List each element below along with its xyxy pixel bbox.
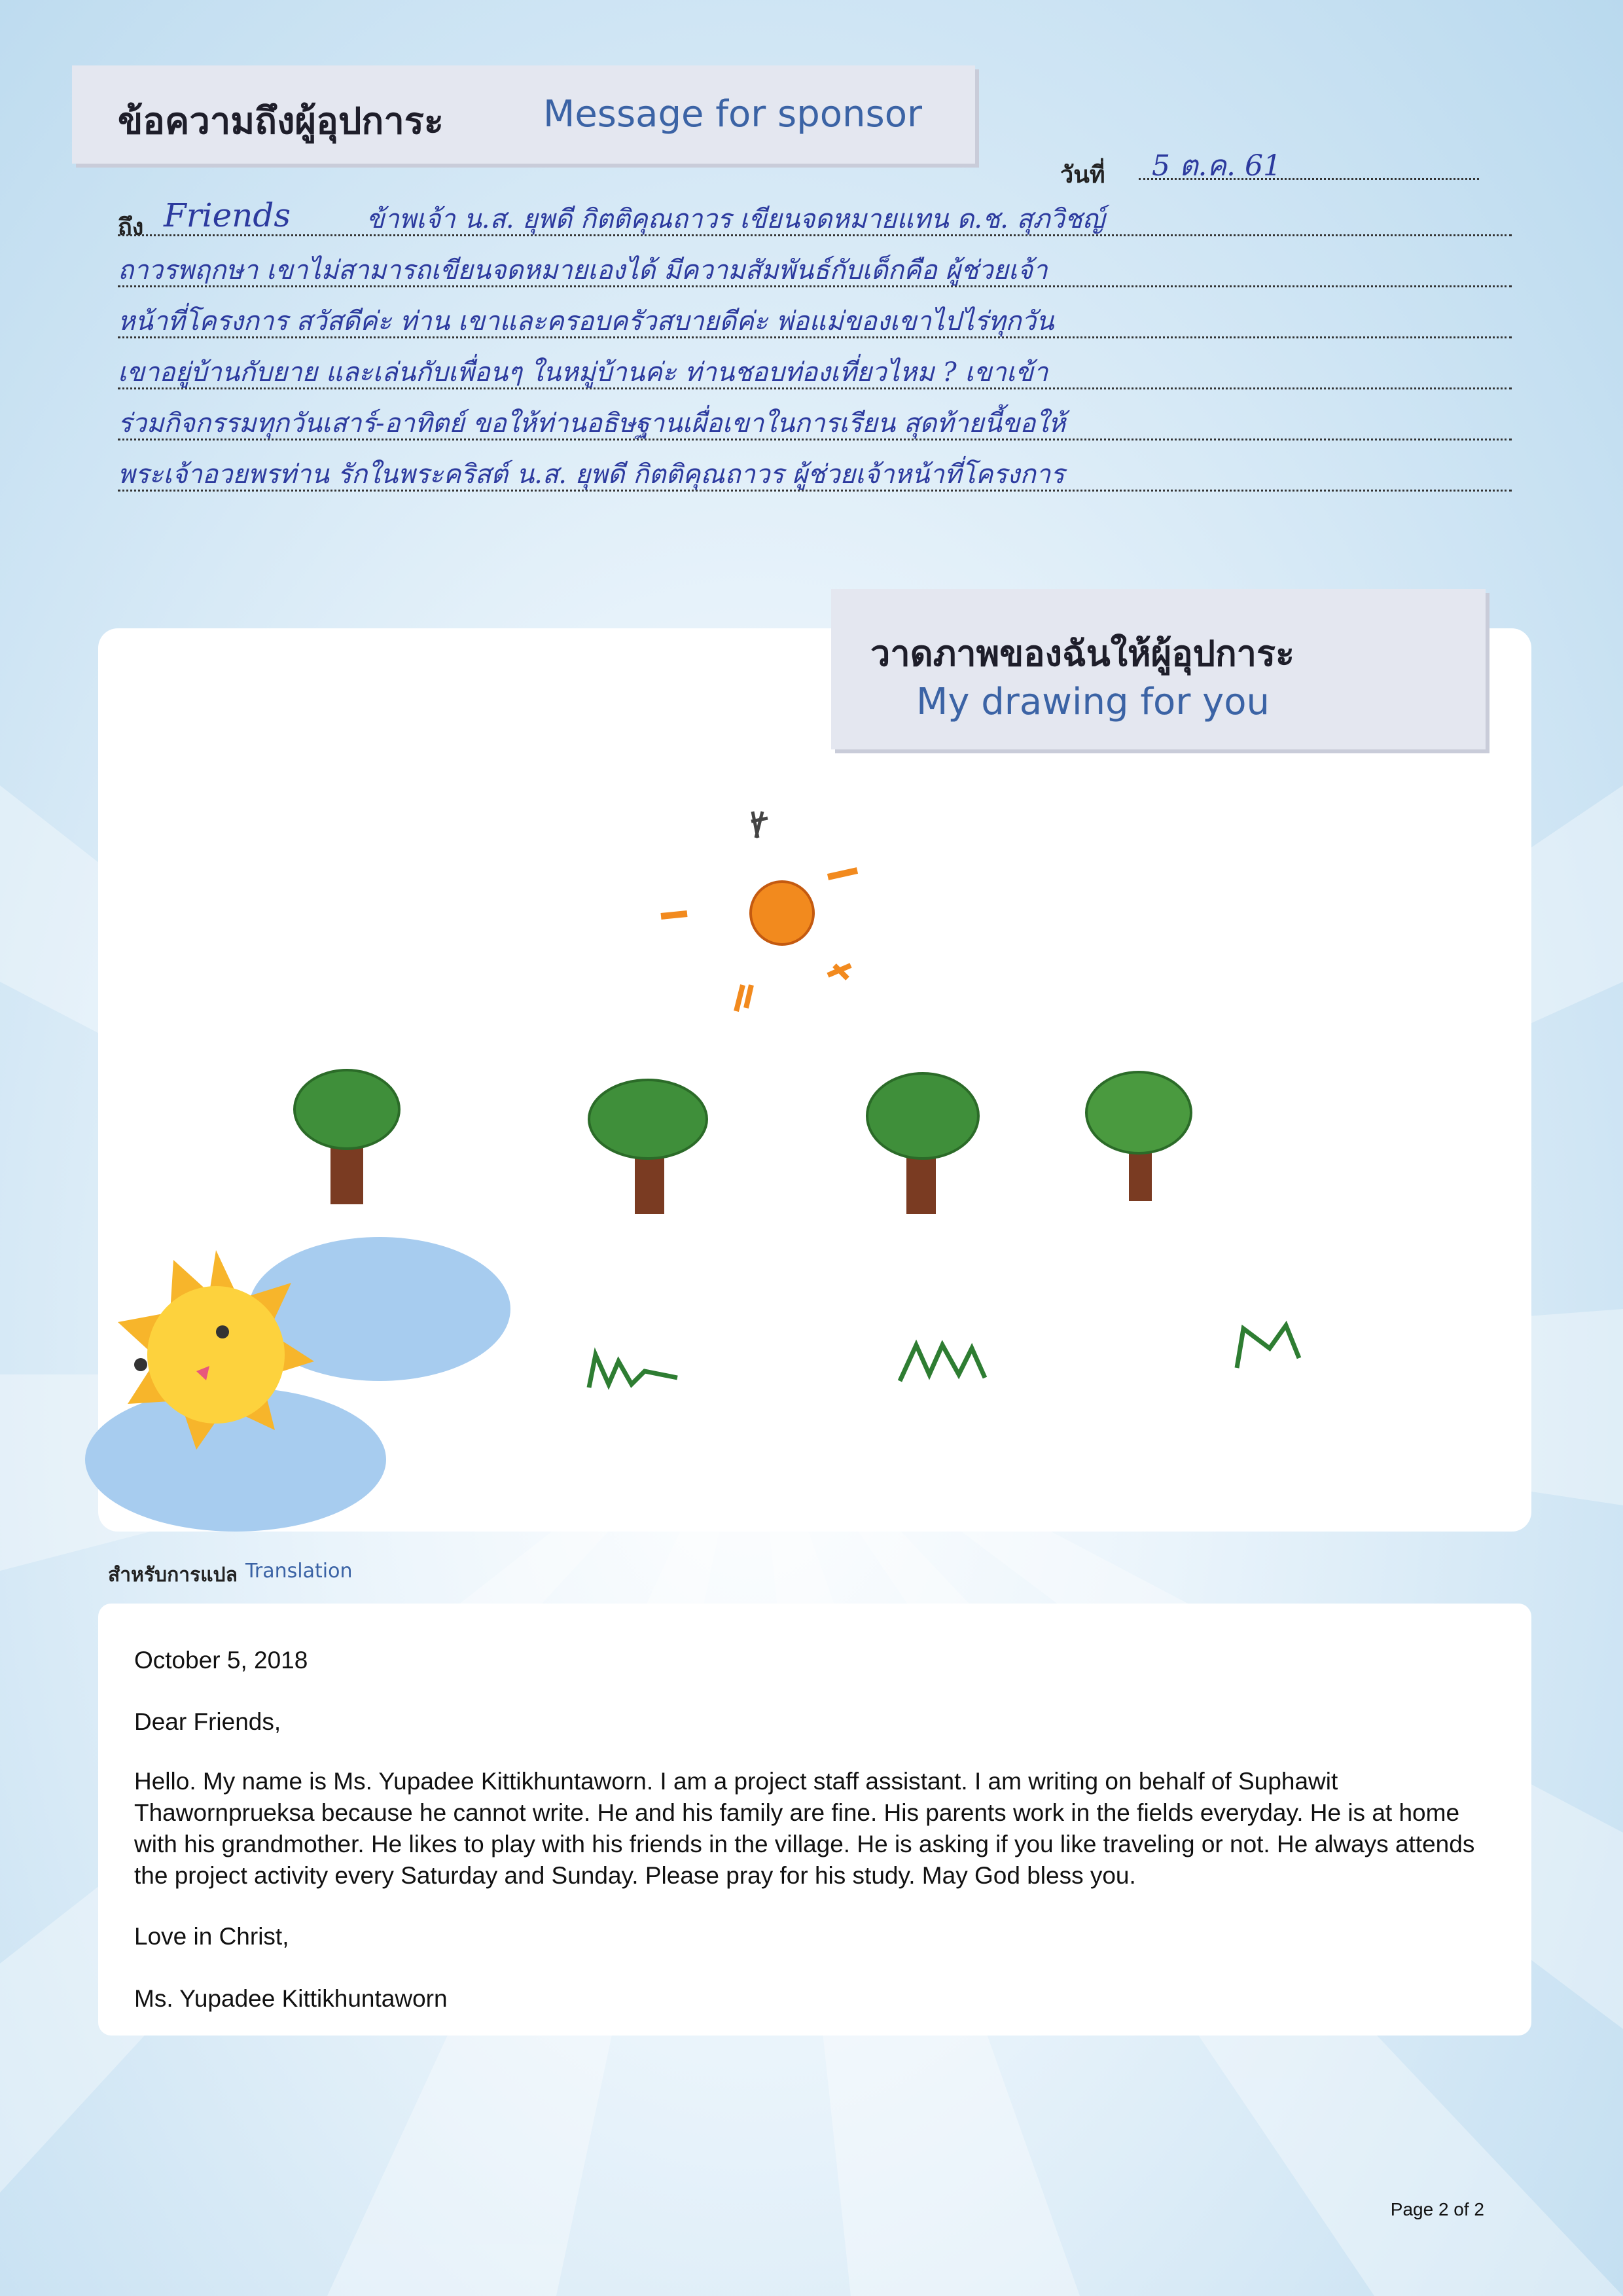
handwritten-line-4: เขาอยู่บ้านกับยาย และเล่นกับเพื่อนๆ ในหมู่บ้านค่ะ ท่านชอบท่องเที่ยวไหม ? เขาเข้า [118,357,1048,387]
handwritten-line-1: ข้าพเจ้า น.ส. ยุพดี กิตติคุณถาวร เขียนจดหมายแทน ด.ช. สุภวิชญ์ [366,204,1105,234]
grass-drawing-icon [589,1325,1299,1388]
to-label: ถึง [118,214,144,241]
message-title-thai: ข้อความถึงผู้อุปการะ [118,100,444,143]
handwritten-line-3: หน้าที่โครงการ สวัสดีค่ะ ท่าน เขาและครอบครัวสบายดีค่ะ พ่อแม่ของเขาไปไร่ทุกวัน [118,306,1054,336]
tree-drawing-1-icon [294,1070,399,1204]
translation-greeting: Dear Friends, [134,1708,281,1735]
translation-date: October 5, 2018 [134,1647,308,1674]
tree-drawing-4-icon [1086,1072,1191,1201]
date-value: 5 ต.ค. 61 [1152,149,1281,183]
orange-sun-drawing-icon [661,812,857,1011]
page-number: Page 2 of 2 [1390,2199,1484,2219]
translation-signature: Ms. Yupadee Kittikhuntaworn [134,1985,448,2012]
date-label: วันที่ [1060,162,1105,188]
translation-label-english: Translation [245,1560,353,1583]
translation-closing: Love in Christ, [134,1923,289,1950]
translation-body: Hello. My name is Ms. Yupadee Kittikhuntaworn. I am a project staff assistant. I am writing on behalf of Suphawit Thawornprueksa because he cannot write. He and his family are fine. His parents work in the fields everyday. He is at home with his grandmother. He likes to play with his friends in the village. He is asking if you like traveling or not. He always attends the project activity every Saturday and Sunday. Please pray for his study. May God bless you. [134,1768,1475,1889]
handwritten-line-5: ร่วมกิจกรรมทุกวันเสาร์-อาทิตย์ ขอให้ท่านอธิษฐานเผื่อเขาในการเรียน สุดท้ายนี้ขอให้ [118,408,1066,439]
drawing-title-thai: วาดภาพของฉันให้ผู้อุปการะ [870,633,1294,674]
handwritten-line-6: พระเจ้าอวยพรท่าน รักในพระคริสต์ น.ส. ยุพดี กิตติคุณถาวร ผู้ช่วยเจ้าหน้าที่โครงการ [118,459,1065,490]
tree-drawing-2-icon [589,1080,707,1214]
sun-sticker-icon [85,1237,510,1532]
to-value: Friends [164,196,291,234]
tree-drawing-3-icon [867,1073,978,1214]
handwritten-line-2: ถาวรพฤกษา เขาไม่สามารถเขียนจดหมายเองได้ มีความสัมพันธ์กับเด็กคือ ผู้ช่วยเจ้า [118,255,1048,285]
drawing-title-english: My drawing for you [916,681,1270,723]
message-title-english: Message for sponsor [543,93,922,135]
translation-label-thai: สำหรับการแปล [108,1564,238,1587]
